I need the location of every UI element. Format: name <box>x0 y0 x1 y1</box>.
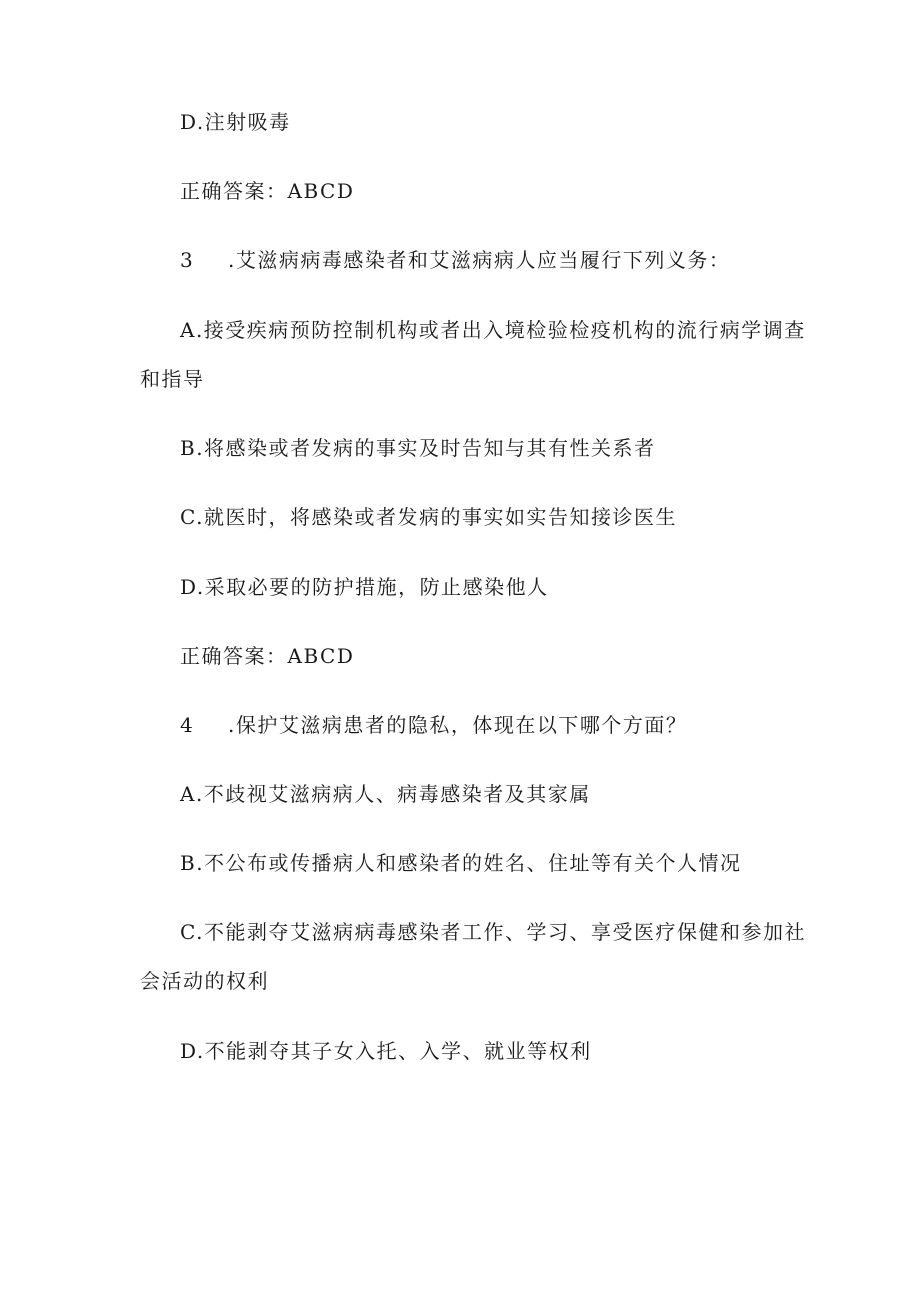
q3-answer: 正确答案：ABCD <box>180 644 355 668</box>
q2-option-d: D.注射吸毒 <box>180 110 291 134</box>
q4-question <box>180 713 687 737</box>
q4-number: 4 <box>180 713 195 737</box>
q3-number: 3 <box>180 248 195 272</box>
q4-option-c-line1: C.不能剥夺艾滋病病毒感染者工作、学习、享受医疗保健和参加社 <box>180 920 806 944</box>
q2-answer: 正确答案：ABCD <box>180 179 355 203</box>
q3-option-a-line1: A.接受疾病预防控制机构或者出入境检验检疫机构的流行病学调查 <box>180 318 806 342</box>
q3-option-d: D.采取必要的防护措施，防止感染他人 <box>180 575 549 599</box>
q3-option-b: B.将感染或者发病的事实及时告知与其有性关系者 <box>180 436 656 460</box>
q3-text: .艾滋病病毒感染者和艾滋病病人应当履行下列义务： <box>228 248 731 272</box>
q4-text: .保护艾滋病患者的隐私，体现在以下哪个方面？ <box>228 713 688 737</box>
q4-option-d: D.不能剥夺其子女入托、入学、就业等权利 <box>180 1039 592 1063</box>
q3-option-c: C.就医时，将感染或者发病的事实如实告知接诊医生 <box>180 505 677 529</box>
q4-option-b: B.不公布或传播病人和感染者的姓名、住址等有关个人情况 <box>180 851 742 875</box>
q4-option-c-line2: 会活动的权利 <box>140 969 269 993</box>
q3-question <box>180 248 730 272</box>
q4-option-a: A.不歧视艾滋病病人、病毒感染者及其家属 <box>180 782 591 806</box>
q3-option-a-line2: 和指导 <box>140 367 205 391</box>
